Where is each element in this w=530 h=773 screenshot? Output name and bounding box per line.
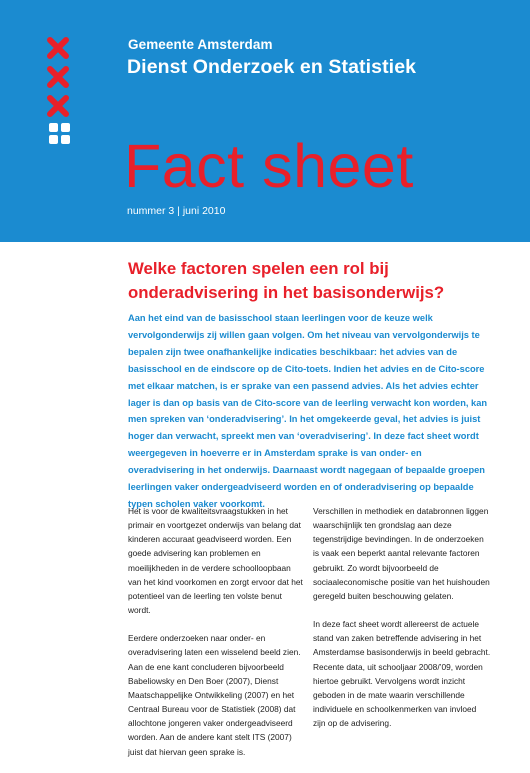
body-paragraph: In deze fact sheet wordt allereerst de actuele stand van zaken betreffende advisering in het Amsterdamse basisonderwijs in beeld gebracht. Recente data, uit schooljaar 2008/’09, worden hiertoe gebruikt. Vervolgens wordt inzicht geboden in de mate waarin verschillende individuele en schoolkenmerken van invloed zijn op de advisering. <box>313 619 491 729</box>
left-column <box>128 504 306 773</box>
x-cross-icon <box>46 36 70 60</box>
organisation-name: Gemeente Amsterdam <box>128 37 273 52</box>
department-name: Dienst Onderzoek en Statistiek <box>127 56 417 78</box>
issue-number: nummer 3 | juni 2010 <box>127 205 226 217</box>
body-paragraph: Het is voor de kwaliteitsvraagstukken in het primair en voortgezet onderwijs van belang dat kinderen accuraat geadviseerd worden. Een goede advisering kan problemen en moeilijkheden in de verdere schoolloopbaan van het kind voorkomen en zorgt ervoor dat het potentieel van de leerling ten volste benut wordt. <box>128 506 303 616</box>
intro-paragraph: Aan het eind van de basisschool staan leerlingen voor de keuze welk vervolgonderwijs zij willen gaan volgen. Om het niveau van vervolgonderwijs te bepalen zijn twee onafhankelijke indicaties beschikbaar: het advies van de basisschool en de eindscore op de Cito-toets. Indien het advies en de Cito-score met elkaar matchen, is er sprake van een passend advies. Als het advies echter lager is dan op basis van de Cito-score van de leerling verwacht kon worden, kan men spreken van ‘onderadvisering’. In het omgekeerde geval, het advies is juist hoger dan verwacht, spreekt men van ‘overadvisering’. In deze fact sheet wordt weergegeven in hoeverre er in Amsterdam sprake is van onder- en overadvisering in het onderwijs. Daarnaast wordt nagegaan of bepaalde groepen leerlingen vaker ondergeadviseerd worden en of onderadvisering op bepaalde typen scholen vaker voorkomt. <box>128 313 488 509</box>
right-column <box>313 504 491 744</box>
grid-squares-icon <box>49 123 74 144</box>
body-paragraph: Verschillen in methodiek en databronnen liggen waarschijnlijk ten grondslag aan deze tegenstrijdige bevindingen. In de onderzoeken is vaak een beperkt aantal relevante factoren gebruikt. Zo wordt bijvoorbeeld de sociaaleconomische positie van het huishouden geregeld buiten beschouwing gelaten. <box>313 506 490 601</box>
amsterdam-logo <box>46 36 74 144</box>
body-paragraph: Eerdere onderzoeken naar onder- en overadvisering laten een wisselend beeld zien. Aan de ene kant concluderen bijvoorbeeld Babeliowsky en Den Boer (2007), Dienst Maatschappelijke Ontwikkeling (2007) en het Centraal Bureau voor de Statistiek (2008) dat allochtone jongeren vaker ondergeadviseerd worden. Aan de andere kant stelt ITS (2007) juist dat hiervan geen sprake is. <box>128 633 301 757</box>
x-cross-icon <box>46 65 70 89</box>
article-headline: Welke factoren spelen een rol bij onderadvisering in het basisonderwijs? <box>128 259 445 302</box>
header-banner <box>0 0 530 242</box>
document-title: Fact sheet <box>124 132 414 200</box>
x-cross-icon <box>46 94 70 118</box>
